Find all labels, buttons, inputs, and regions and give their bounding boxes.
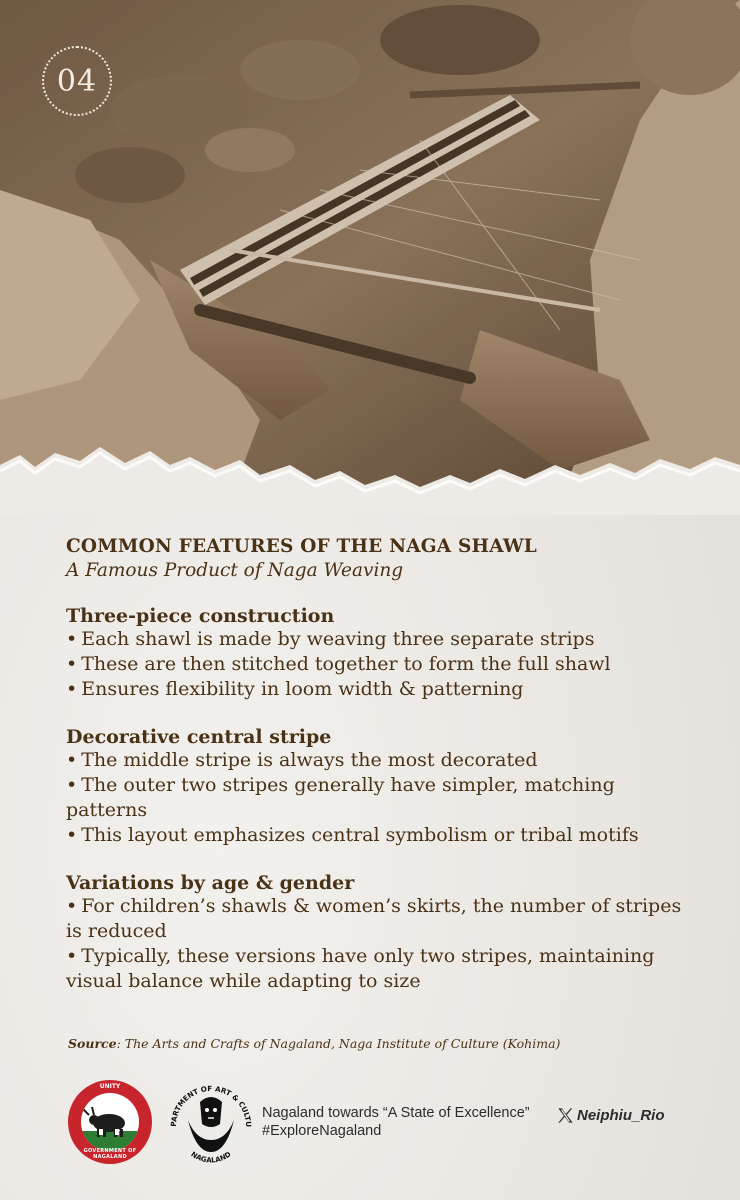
footer-tagline <box>262 1104 530 1140</box>
dept-logo-top-text: PARTMENT OF ART & CULTU <box>168 1083 254 1128</box>
department-of-art-culture-logo <box>166 1078 256 1168</box>
bullet-item: • The middle stripe is always the most decorated <box>66 749 538 771</box>
hashtag-explore-nagaland: #ExploreNagaland <box>262 1123 382 1139</box>
bullet-text: Typically, these versions have only two stripes, maintaining visual balance while adapting to size <box>66 945 655 992</box>
bullet-item: • The outer two stripes generally have simpler, matching patterns <box>66 774 615 821</box>
section-central-stripe <box>66 726 696 848</box>
bullet-item: • For children’s shawls & women’s skirts, the number of stripes is reduced <box>66 895 682 942</box>
bullet-text: The outer two stripes generally have simpler, matching patterns <box>66 774 615 821</box>
bullet-text: These are then stitched together to form the full shawl <box>81 653 611 675</box>
x-icon <box>556 1106 575 1125</box>
page-number-badge: 04 <box>42 46 112 116</box>
source-label: Source <box>68 1036 117 1051</box>
handle-text: Neiphiu_Rio <box>577 1107 665 1124</box>
bullet-item: • Each shawl is made by weaving three separate strips <box>66 628 595 650</box>
bullet-item: • Ensures flexibility in loom width & patterning <box>66 678 524 700</box>
main-content <box>66 536 696 994</box>
bullet-text: Each shawl is made by weaving three separate strips <box>81 628 595 650</box>
bullet-text: The middle stripe is always the most decorated <box>81 749 538 771</box>
torn-paper-edge <box>0 425 740 515</box>
page-title: COMMON FEATURES OF THE NAGA SHAWL <box>66 536 538 557</box>
page-subtitle: A Famous Product of Naga Weaving <box>66 560 404 581</box>
bullet-text: Ensures flexibility in loom width & patterning <box>81 678 524 700</box>
dept-logo-bottom-text: NAGALAND <box>189 1150 233 1165</box>
source-text: : The Arts and Crafts of Nagaland, Naga Institute of Culture (Kohima) <box>116 1036 561 1051</box>
gov-logo-ring-text: GOVERNMENT OF NAGALAND <box>83 1148 137 1160</box>
source-citation <box>68 1036 688 1051</box>
tagline-line-1: Nagaland towards “A State of Excellence” <box>262 1105 530 1121</box>
section-heading: Decorative central stripe <box>66 726 332 748</box>
bullet-item: • Typically, these versions have only two stripes, maintaining visual balance while adapting to size <box>66 945 655 992</box>
bullet-text: For children’s shawls & women’s skirts, the number of stripes is reduced <box>66 895 682 942</box>
x-handle <box>556 1106 665 1125</box>
section-heading: Three-piece construction <box>66 605 335 627</box>
bullet-item: • These are then stitched together to form the full shawl <box>66 653 611 675</box>
gov-logo-motto: UNITY <box>99 1083 121 1090</box>
svg-text:NAGALAND <box>189 1150 232 1164</box>
bullet-text: This layout emphasizes central symbolism or tribal motifs <box>81 824 639 846</box>
section-variations <box>66 872 696 994</box>
mithun-emblem-icon <box>81 1093 139 1151</box>
section-heading: Variations by age & gender <box>66 872 355 894</box>
section-three-piece <box>66 605 696 702</box>
bullet-item: • This layout emphasizes central symbolism or tribal motifs <box>66 824 639 846</box>
government-of-nagaland-logo <box>68 1080 152 1164</box>
